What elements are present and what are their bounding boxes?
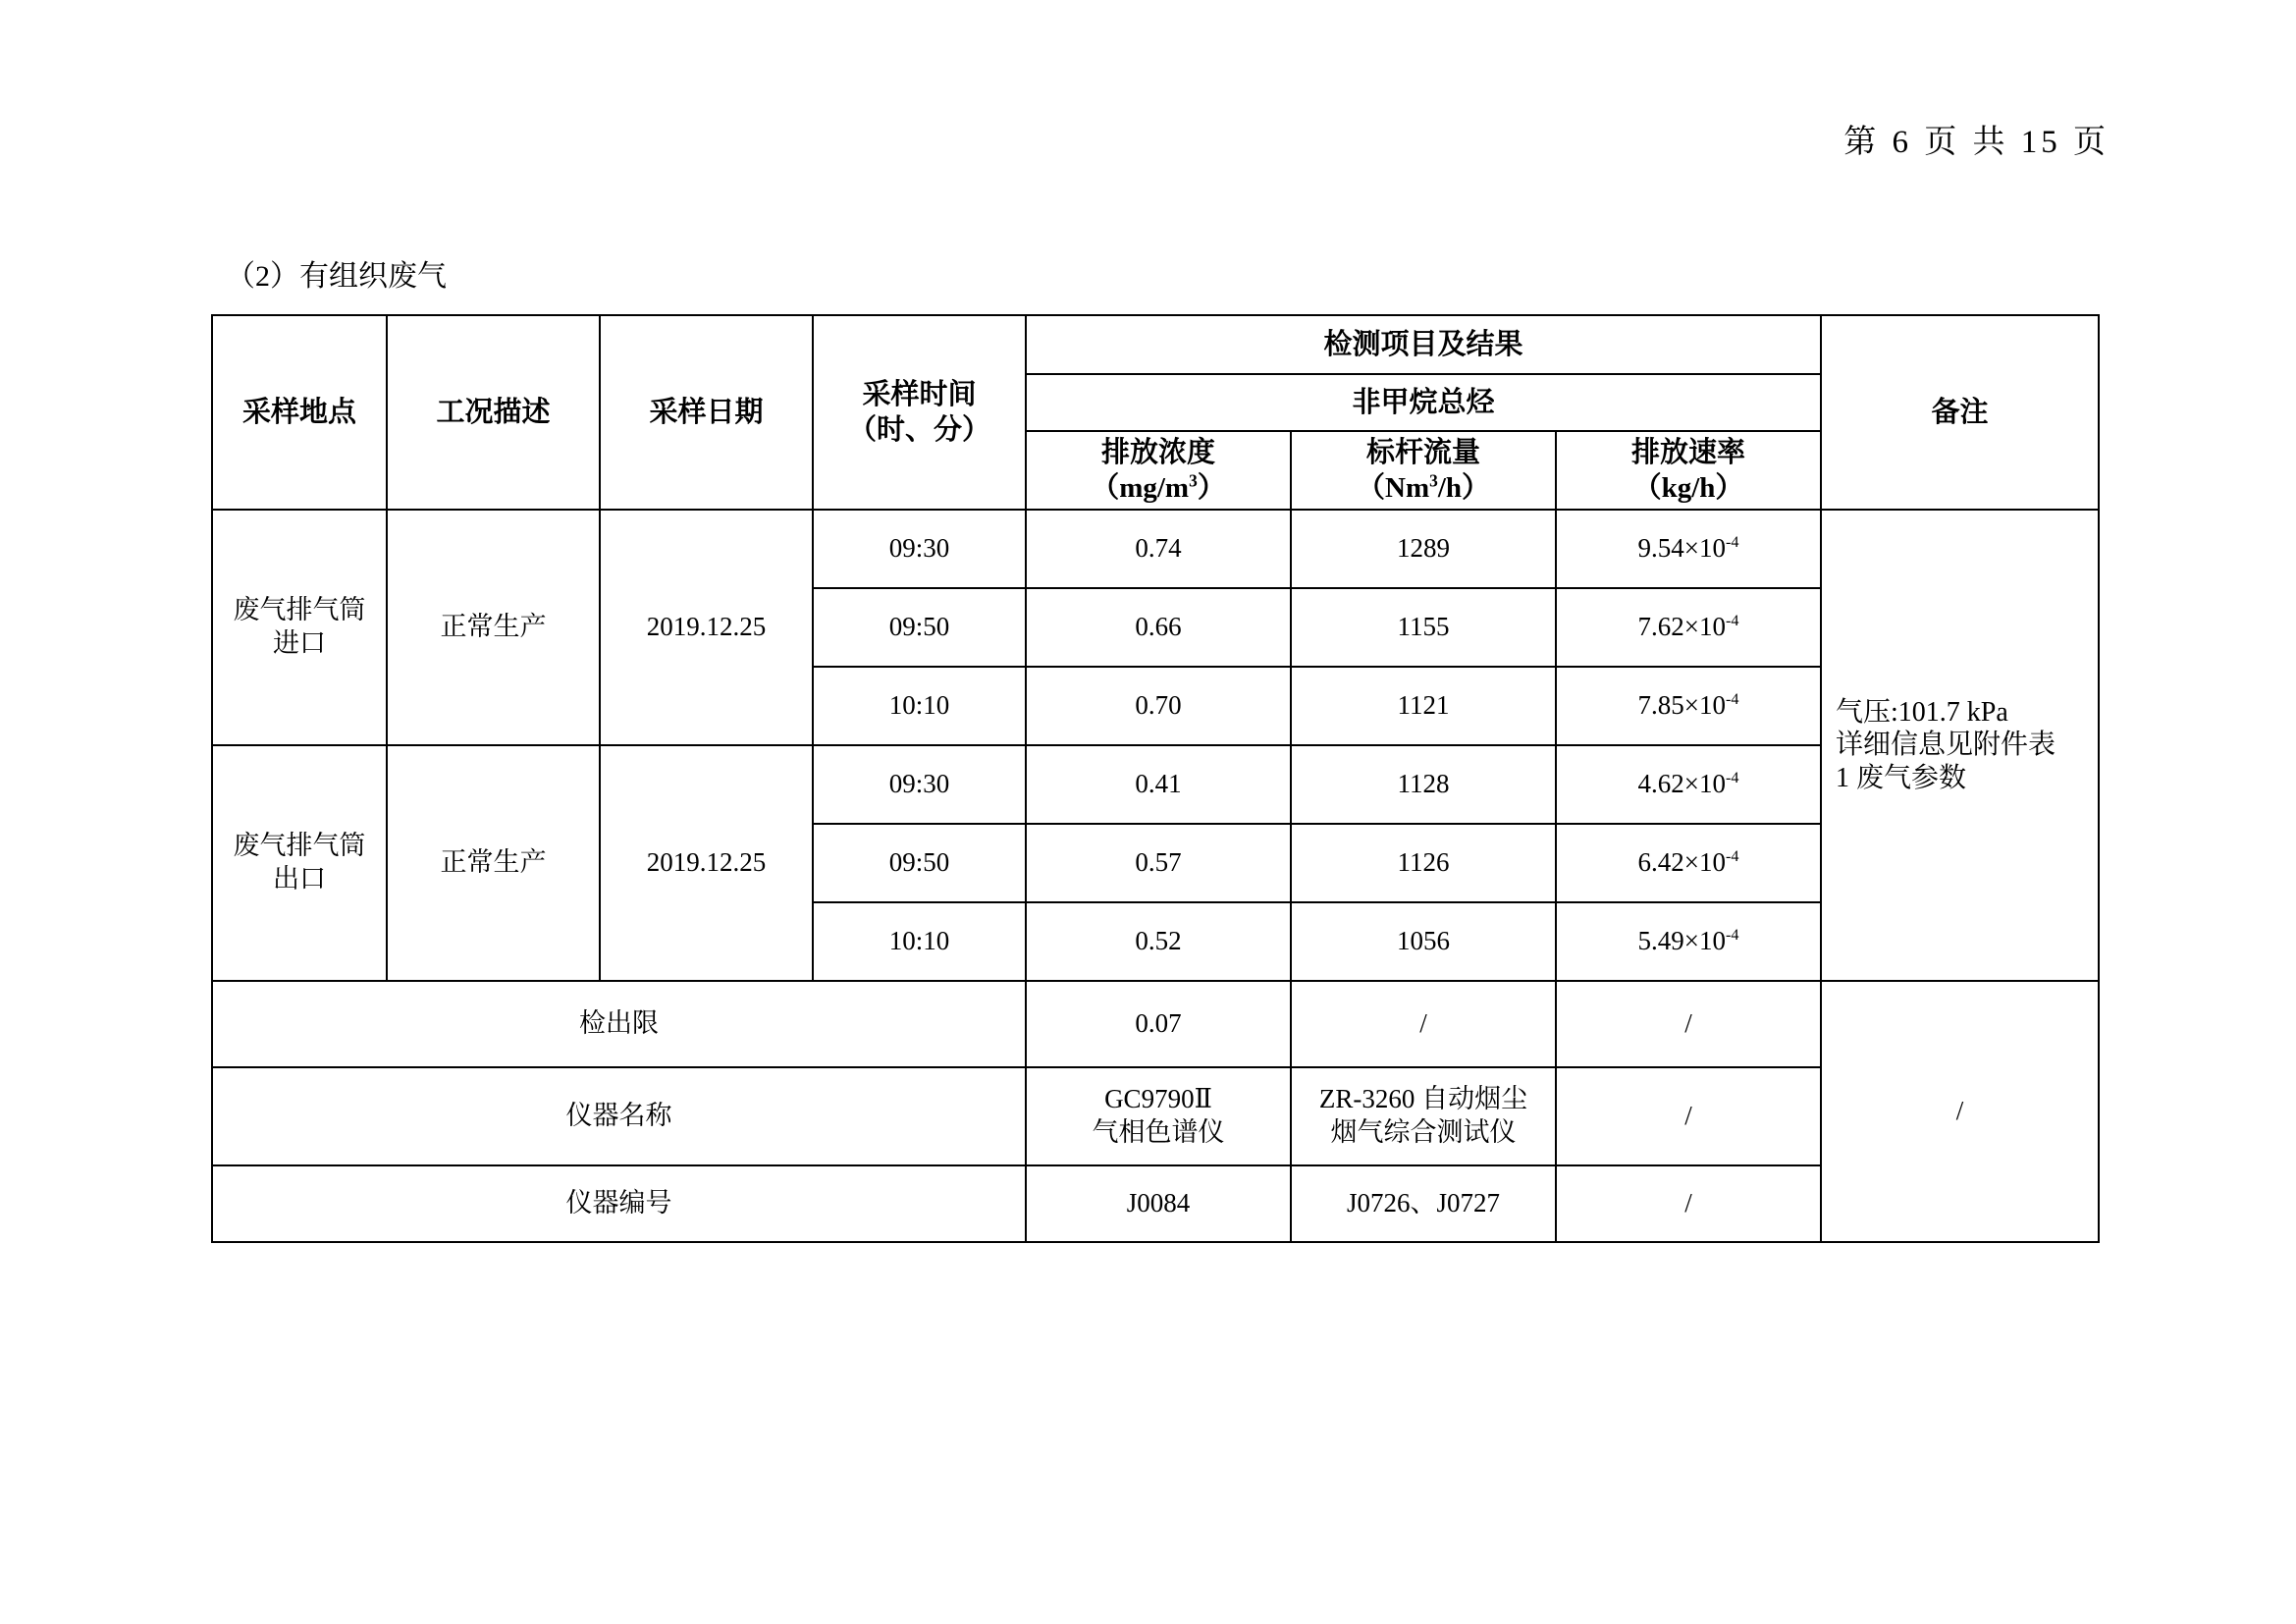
flow-cell: 1155 bbox=[1291, 588, 1556, 667]
concentration-cell: 0.41 bbox=[1026, 745, 1291, 824]
header-time-line1: 采样时间 bbox=[862, 378, 977, 410]
detection-limit-rate: / bbox=[1556, 981, 1821, 1067]
header-rate-unit: （kg/h） bbox=[1632, 472, 1744, 504]
date-cell: 2019.12.25 bbox=[600, 745, 813, 981]
instrument-name-row bbox=[212, 1067, 2099, 1165]
detection-limit-label: 检出限 bbox=[212, 981, 1026, 1067]
footer-remark-cell: / bbox=[1821, 981, 2099, 1242]
condition-cell: 正常生产 bbox=[387, 510, 600, 745]
header-flow-unit: （Nm$^3$/h） bbox=[1357, 470, 1490, 504]
header-condition: 工况描述 bbox=[387, 315, 600, 510]
header-location: 采样地点 bbox=[212, 315, 387, 510]
rate-cell: $4.62\times 10^{-4}$ bbox=[1556, 745, 1821, 824]
detection-limit-flow: / bbox=[1291, 981, 1556, 1067]
flow-cell: 1128 bbox=[1291, 745, 1556, 824]
location-cell: 废气排气筒 进口 bbox=[212, 510, 387, 745]
condition-cell: 正常生产 bbox=[387, 745, 600, 981]
flow-cell: 1056 bbox=[1291, 902, 1556, 981]
header-flow-line1: 标杆流量 bbox=[1365, 436, 1480, 468]
page-number: 第 6 页 共 15 页 bbox=[1843, 125, 2109, 160]
header-row-1 bbox=[212, 315, 2099, 374]
header-item-nmhc: 非甲烷总烃 bbox=[1026, 374, 1821, 431]
instrument-name-label: 仪器名称 bbox=[212, 1067, 1026, 1165]
rate-cell: $7.62\times 10^{-4}$ bbox=[1556, 588, 1821, 667]
flow-cell: 1289 bbox=[1291, 510, 1556, 588]
header-time-line2: （时、分） bbox=[847, 414, 990, 446]
concentration-cell: 0.66 bbox=[1026, 588, 1291, 667]
rate-cell: $6.42\times 10^{-4}$ bbox=[1556, 824, 1821, 902]
rate-cell: $5.49\times 10^{-4}$ bbox=[1556, 902, 1821, 981]
table-row bbox=[212, 510, 2099, 588]
header-rate bbox=[1556, 431, 1821, 510]
section-title: （2）有组织废气 bbox=[226, 260, 447, 293]
table-row bbox=[212, 745, 2099, 824]
instrument-id-label: 仪器编号 bbox=[212, 1165, 1026, 1242]
time-cell: 10:10 bbox=[813, 902, 1026, 981]
time-cell: 09:50 bbox=[813, 824, 1026, 902]
flow-cell: 1126 bbox=[1291, 824, 1556, 902]
instrument-name-rate: / bbox=[1556, 1067, 1821, 1165]
header-remark: 备注 bbox=[1821, 315, 2099, 510]
remark-cell: 气压:101.7 kPa 详细信息见附件表 1 废气参数 bbox=[1821, 510, 2099, 981]
detection-limit-row bbox=[212, 981, 2099, 1067]
instrument-id-flow: J0726、J0727 bbox=[1291, 1165, 1556, 1242]
header-time bbox=[813, 315, 1026, 510]
header-concentration-line1: 排放浓度 bbox=[1100, 436, 1215, 468]
instrument-id-rate: / bbox=[1556, 1165, 1821, 1242]
instrument-name-concentration: GC9790Ⅱ 气相色谱仪 bbox=[1026, 1067, 1291, 1165]
time-cell: 09:50 bbox=[813, 588, 1026, 667]
concentration-cell: 0.52 bbox=[1026, 902, 1291, 981]
location-cell: 废气排气筒 出口 bbox=[212, 745, 387, 981]
header-concentration-unit: $(mg/m^3)$ bbox=[1091, 470, 1226, 504]
concentration-cell: 0.57 bbox=[1026, 824, 1291, 902]
header-date: 采样日期 bbox=[600, 315, 813, 510]
time-cell: 10:10 bbox=[813, 667, 1026, 745]
header-concentration bbox=[1026, 431, 1291, 510]
date-cell: 2019.12.25 bbox=[600, 510, 813, 745]
header-flow bbox=[1291, 431, 1556, 510]
instrument-id-row bbox=[212, 1165, 2099, 1242]
header-test-items: 检测项目及结果 bbox=[1026, 315, 1821, 374]
rate-cell: $7.85\times 10^{-4}$ bbox=[1556, 667, 1821, 745]
rate-cell: $9.54\times 10^{-4}$ bbox=[1556, 510, 1821, 588]
header-rate-line1: 排放速率 bbox=[1631, 436, 1746, 468]
concentration-cell: 0.70 bbox=[1026, 667, 1291, 745]
instrument-id-concentration: J0084 bbox=[1026, 1165, 1291, 1242]
flow-cell: 1121 bbox=[1291, 667, 1556, 745]
concentration-cell: 0.74 bbox=[1026, 510, 1291, 588]
time-cell: 09:30 bbox=[813, 745, 1026, 824]
detection-limit-concentration: 0.07 bbox=[1026, 981, 1291, 1067]
emission-results-table bbox=[211, 314, 2100, 1243]
time-cell: 09:30 bbox=[813, 510, 1026, 588]
instrument-name-flow: ZR-3260 自动烟尘 烟气综合测试仪 bbox=[1291, 1067, 1556, 1165]
